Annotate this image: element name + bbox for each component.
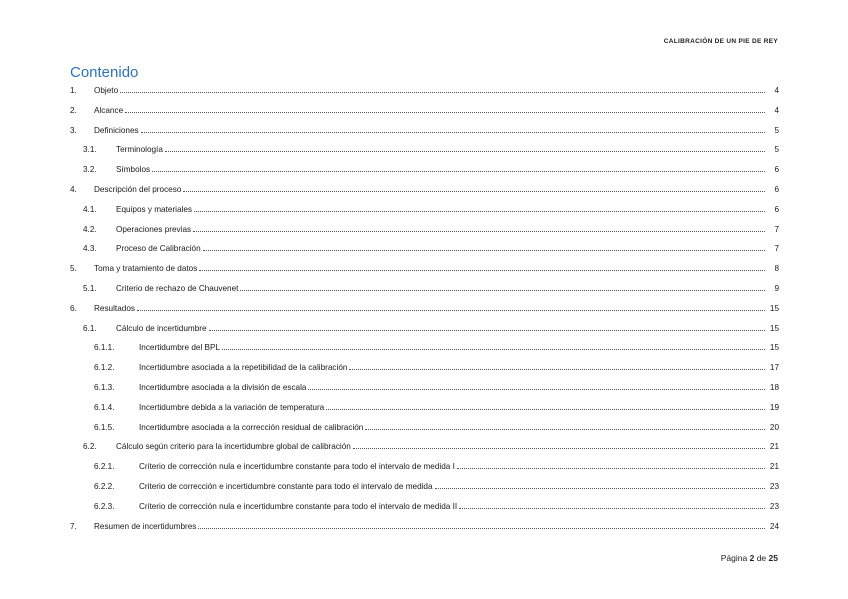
toc-leader-dots [141,124,765,133]
toc-entry-page: 7 [774,244,779,254]
toc-entry-number: 3.2. [83,165,97,175]
toc-entry[interactable] [70,341,779,353]
toc-entry-title: Criterio de corrección nula e incertidumbre constante para todo el intervalo de medida I [139,462,455,472]
current-page: 2 [749,553,755,563]
running-header: CALIBRACIÓN DE UN PIE DE REY [663,38,778,45]
toc-entry-page: 21 [769,462,779,472]
toc-entry[interactable] [70,223,779,235]
toc-entry-page: 17 [769,363,779,373]
toc-entry-number: 6.1.4. [94,402,115,412]
toc-entry-number: 3. [70,125,77,135]
toc-leader-dots [240,282,765,291]
toc-entry-title: Alcance [94,105,124,115]
toc-entry-number: 6.2.2. [94,482,115,491]
toc-entry-page: 4 [774,105,779,115]
toc-entry-title: Símbolos [116,165,151,175]
toc-entry[interactable] [70,322,779,334]
toc-entry[interactable] [70,520,779,532]
toc-leader-dots [183,183,765,192]
total-pages: 25 [768,553,778,563]
toc-entry-number: 5.1. [83,284,97,293]
toc-entry-page: 24 [769,521,779,531]
toc-entry-page: 19 [769,402,779,412]
toc-entry-number: 6.2.1. [94,462,115,472]
toc-entry[interactable] [70,500,779,512]
toc-entry-page: 20 [769,422,779,432]
toc-entry-title: Incertidumbre debida a la variación de temperatura [139,402,325,412]
toc-entry-title: Cálculo según criterio para la incertidumbre global de calibración [116,442,351,452]
toc-entry-number: 4.2. [83,224,97,234]
toc-leader-dots [457,460,765,469]
toc-leader-dots [194,203,765,212]
toc-entry-page: 7 [774,224,779,234]
toc-entry-number: 6.1.5. [94,422,115,432]
toc-entry-number: 6.1.2. [94,363,115,373]
toc-leader-dots [459,500,765,509]
toc-entry-title: Toma y tratamiento de datos [94,264,198,274]
toc-entry-title: Resultados [94,303,135,313]
toc-entry-page: 6 [774,185,779,194]
toc-entry-title: Objeto [94,86,119,95]
toc-entry[interactable] [70,440,779,452]
toc-entry-number: 3.1. [83,145,97,155]
toc-entry-number: 7. [70,521,77,531]
toc-leader-dots [120,84,765,93]
toc-leader-dots [365,421,765,430]
toc-leader-dots [199,262,765,271]
toc-leader-dots [353,440,765,449]
toc-entry[interactable] [70,104,779,116]
toc-entry[interactable] [70,361,779,373]
toc-entry-number: 6. [70,303,77,313]
toc-entry[interactable] [70,203,779,215]
toc-leader-dots [198,520,765,529]
of-label: de [756,553,767,563]
toc-entry[interactable] [70,460,779,472]
toc-entry-page: 18 [769,383,779,392]
toc-entry-number: 6.1.3. [94,383,115,392]
toc-entry-title: Criterio de rechazo de Chauvenet [116,284,239,293]
toc-leader-dots [165,143,765,152]
toc-entry-page: 6 [774,204,779,214]
toc-entry[interactable] [70,163,779,175]
toc-entry[interactable] [70,124,779,136]
toc-entry[interactable] [70,183,779,195]
toc-entry-page: 23 [769,501,779,511]
toc-leader-dots [203,242,765,251]
toc-entry-number: 2. [70,105,77,115]
toc-entry[interactable] [70,282,779,294]
toc-leader-dots [222,341,765,350]
toc-entry-page: 5 [774,125,779,135]
toc-entry[interactable] [70,84,779,96]
toc-entry-title: Criterio de corrección e incertidumbre constante para todo el intervalo de medida [139,482,433,491]
toc-entry[interactable] [70,401,779,413]
toc-entry-page: 6 [774,165,779,175]
toc-entry[interactable] [70,143,779,155]
toc-entry-title: Resumen de incertidumbres [94,521,197,531]
toc-entry-title: Incertidumbre asociada a la división de escala [139,383,307,392]
toc-entry-title: Proceso de Calibración [116,244,201,254]
toc-leader-dots [137,302,765,311]
toc-leader-dots [209,322,765,331]
toc-entry-page: 21 [769,442,779,452]
toc-entry-number: 6.2.3. [94,501,115,511]
toc-entry-number: 5. [70,264,77,274]
toc-entry[interactable] [70,262,779,274]
toc-entry-title: Incertidumbre asociada a la corrección residual de calibración [139,422,364,432]
toc-entry-title: Incertidumbre del BPL [139,343,221,353]
toc-entry-page: 23 [769,482,779,491]
toc-leader-dots [125,104,765,113]
toc-entry-page: 15 [769,303,779,313]
toc-entry-number: 4. [70,185,77,194]
toc-leader-dots [326,401,765,410]
toc-entry-title: Terminología [116,145,163,155]
toc-leader-dots [435,480,765,489]
toc-entry-number: 6.1.1. [94,343,115,353]
toc-entry-number: 1. [70,86,77,95]
toc-entry-page: 9 [774,284,779,293]
toc-entry-title: Descripción del proceso [94,185,182,194]
toc-entry[interactable] [70,480,779,492]
toc-leader-dots [308,381,765,390]
toc-entry-number: 4.1. [83,204,97,214]
toc-entry[interactable] [70,302,779,314]
toc-entry-page: 4 [774,86,779,95]
toc-entry-title: Operaciones previas [116,224,192,234]
toc-title: Contenido [70,64,139,81]
toc-entry-number: 6.2. [83,442,97,452]
toc-entry-title: Criterio de corrección nula e incertidumbre constante para todo el intervalo de medida II [139,501,458,511]
toc-entry[interactable] [70,381,779,393]
toc-entry-page: 15 [769,343,779,353]
toc-entry[interactable] [70,421,779,433]
page-footer [721,553,778,563]
toc-entry-page: 8 [774,264,779,274]
toc-entry-number: 4.3. [83,244,97,254]
toc-entry-title: Incertidumbre asociada a la repetibilidad de la calibración [139,363,348,373]
toc-entry[interactable] [70,242,779,254]
toc-entry-title: Cálculo de incertidumbre [116,323,207,333]
toc-entry-title: Equipos y materiales [116,204,192,214]
toc-entry-page: 5 [774,145,779,155]
toc-leader-dots [152,163,765,172]
toc-leader-dots [193,223,765,232]
page-label: Página [720,553,748,563]
toc-entry-title: Definiciones [94,125,139,135]
toc-leader-dots [349,361,765,370]
toc-entry-number: 6.1. [83,323,97,333]
toc-entry-page: 15 [769,323,779,333]
